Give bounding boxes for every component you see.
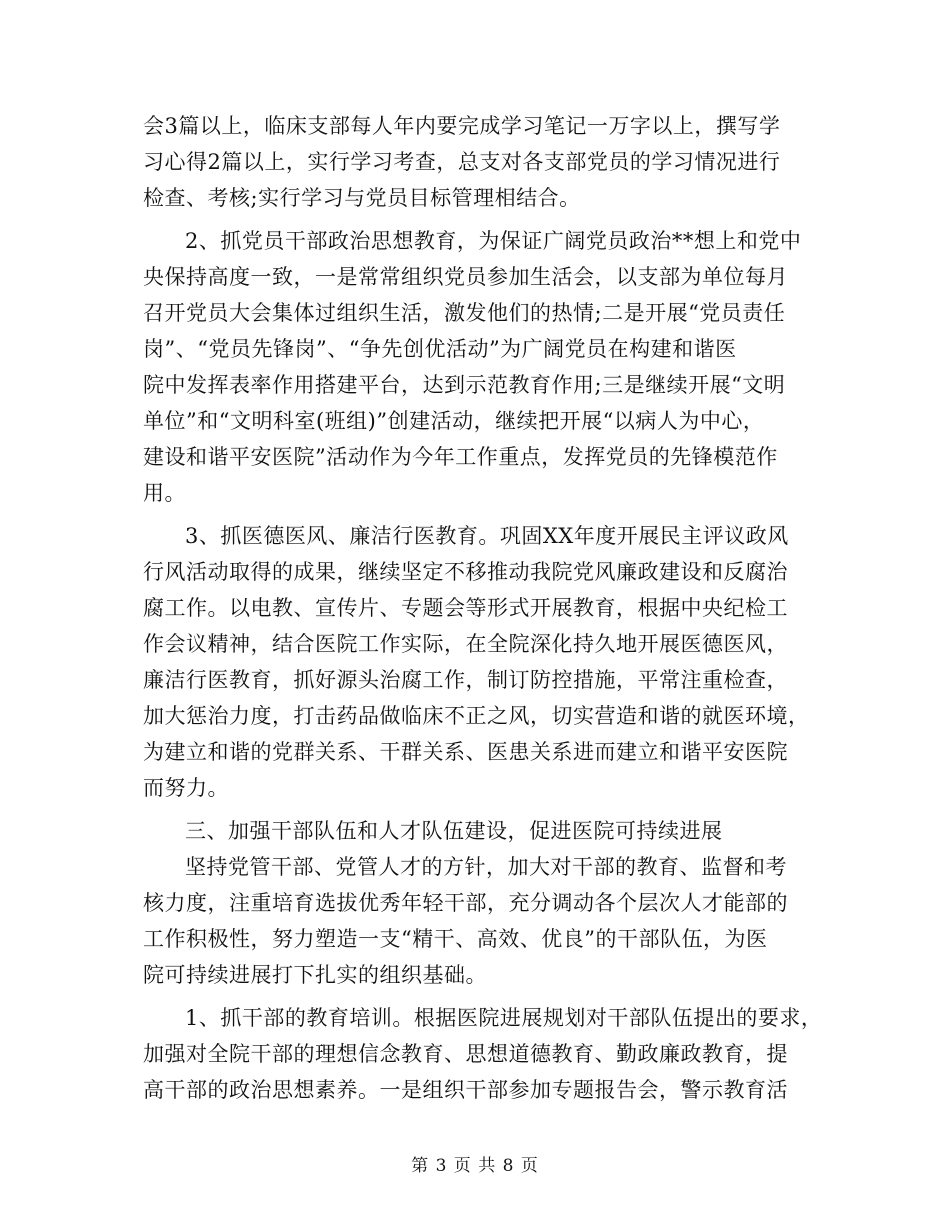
text-line: 而努力。 <box>143 776 229 800</box>
text-line: 岗”、“党员先锋岗”、“争先创优活动”为广阔党员在构建和谐医 <box>143 337 737 361</box>
paragraph-first-line: 2、抓党员干部政治思想教育，为保证广阔党员政治**想上和党中 <box>185 229 802 253</box>
text-line: 为建立和谐的党群关系、干群关系、医患关系进而建立和谐平安医院 <box>143 740 788 764</box>
text-line: 加大惩治力度，打击药品做临床不正之风，切实营造和谐的就医环境， <box>143 704 810 728</box>
text-line: 廉洁行医教育，抓好源头治腐工作，制订防控措施，平常注重检查， <box>143 668 788 692</box>
text-line: 作会议精神，结合医院工作实际，在全院深化持久地开展医德医风， <box>143 632 788 656</box>
text-line: 院可持续进展打下扎实的组织基础。 <box>143 963 487 987</box>
text-line: 加强对全院干部的理想信念教育、思想道德教育、勤政廉政教育，提 <box>143 1042 788 1066</box>
text-line: 会3篇以上，临床支部每人年内要完成学习笔记一万字以上，撰写学 <box>143 114 781 138</box>
section-heading: 三、加强干部队伍和人才队伍建设，促进医院可持续进展 <box>185 819 723 843</box>
text-line: 用。 <box>143 481 186 505</box>
paragraph-first-line: 1、抓干部的教育培训。根据医院进展规划对干部队伍提出的要求， <box>185 1006 823 1030</box>
text-line: 工作积极性，努力塑造一支“精干、高效、优良”的干部队伍，为医 <box>143 927 768 951</box>
text-line: 高干部的政治思想素养。一是组织干部参加专题报告会，警示教育活 <box>143 1078 788 1102</box>
text-line: 建设和谐平安医院”活动作为今年工作重点，发挥党员的先锋模范作 <box>143 445 778 469</box>
paragraph-first-line: 3、抓医德医风、廉洁行医教育。巩固XX年度开展民主评议政风 <box>185 524 789 548</box>
text-line: 核力度，注重培育选拔优秀年轻干部，充分调动各个层次人才能部的 <box>143 891 788 915</box>
text-line: 单位”和“文明科室(班组)”创建活动，继续把开展“以病人为中心， <box>143 409 765 433</box>
text-line: 院中发挥表率作用搭建平台，达到示范教育作用;三是继续开展“文明 <box>143 373 786 397</box>
text-line: 央保持高度一致，一是常常组织党员参加生活会，以支部为单位每月 <box>143 265 788 289</box>
text-line: 检查、考核;实行学习与党员目标管理相结合。 <box>143 186 581 210</box>
text-line: 召开党员大会集体过组织生活，激发他们的热情;二是开展“党员责任 <box>143 301 786 325</box>
paragraph-first-line: 坚持党管干部、党管人才的方针，加大对干部的教育、监督和考 <box>185 855 787 879</box>
text-line: 腐工作。以电教、宣传片、专题会等形式开展教育，根据中央纪检工 <box>143 596 788 620</box>
page-number-footer: 第 3 页 共 8 页 <box>411 1156 539 1176</box>
text-line: 行风活动取得的成果，继续坚定不移推动我院党风廉政建设和反腐治 <box>143 560 788 584</box>
text-line: 习心得2篇以上，实行学习考查，总支对各支部党员的学习情况进行 <box>143 150 781 174</box>
